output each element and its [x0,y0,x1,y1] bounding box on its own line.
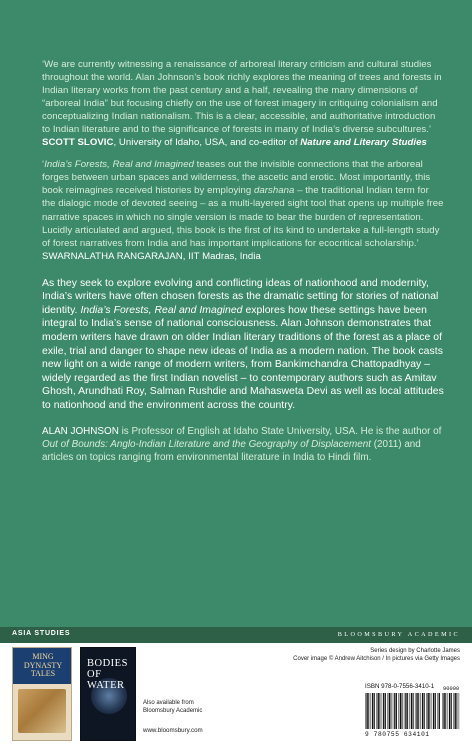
quote-rangarajan-book-title: India’s Forests, Real and Imagined [44,159,194,171]
barcode-bar [411,693,412,729]
barcode-bar [433,693,434,729]
also-available-line2: Bloomsbury Academic [143,708,203,714]
barcode-bar [437,693,438,729]
barcode-bar [396,693,397,729]
quote-slovic-affiliation: , University of Idaho, USA, and co-editor of [113,137,301,149]
isbn-number: ISBN 978-0-7556-3410-1 [365,683,435,690]
barcode-bar [394,693,395,729]
publisher-label: BLOOMSBURY ACADEMIC [337,631,460,638]
barcode-bar [424,693,425,729]
quote-open-mark: ‘ [42,159,45,171]
barcode-bar [378,693,379,729]
barcode-bar [439,693,440,729]
barcode-bar [393,693,394,729]
quote-rangarajan-attribution [42,251,261,262]
bio-book-title: Out of Bounds: Anglo-Indian Literature and the Geography of Displacement [42,439,372,451]
barcode-bar [451,693,452,729]
barcode-bar [432,693,433,729]
barcode-bar [445,693,446,729]
price-code: 90000 [443,686,460,692]
barcode-bar [387,693,388,729]
barcode-bar [443,693,444,729]
barcode-bar [365,693,366,729]
book1-title: MING DYNASTY TALES [23,652,63,679]
barcode-bar [374,693,375,729]
barcode-bar [371,693,372,729]
quote-slovic [42,58,444,149]
barcode-bar [429,693,430,729]
barcode-bar [379,693,380,729]
barcode-bar [442,693,443,729]
quote-slovic-journal: Nature and Literary Studies [300,137,427,149]
barcode-bar [409,693,410,729]
quote-rangarajan [42,158,444,262]
barcode-bar [422,693,423,729]
barcode-bar [456,693,457,729]
barcode-bar [368,693,369,729]
barcode-bar [376,693,377,729]
barcode-bar [389,693,390,729]
barcode-bar [435,693,436,729]
barcode-bar [449,693,450,729]
publisher-website: www.bloomsbury.com [143,727,203,734]
barcode-bar [427,693,428,729]
barcode-bar [421,693,422,729]
bio-text-a: is Professor of English at Idaho State University, USA. He is the author of [118,425,442,437]
barcode-bar [372,693,373,729]
also-available-line1: Also available from [143,700,194,706]
credit-cover: Cover image © Andrew Aitchison / In pictures via Getty Images [293,656,460,662]
series-label: ASIA STUDIES [12,630,71,637]
quote-slovic-text: ‘We are currently witnessing a renaissance of arboreal literary criticism and cultural studies throughout the world. Alan Johnson’s book richly explores the meaning of trees and forests in Indian literary works from the past century and a half, revealing the many dimensions of “arboreal India” but focusing chiefly on the use of forest imagery in critiquing colonialism and conceptualizing Indian nationalism. This is a clear, accessible, and authoritative introduction to Indian literature and to the significance of forests in many of India’s diverse subcultures.’ [42,59,442,136]
bio-text-b: (2011) and articles on topics ranging from environmental literature in India to Hindi film. [42,439,421,464]
barcode-bar [407,693,408,729]
series-bar [0,627,472,643]
barcode-bar [383,693,384,729]
also-available [143,699,202,715]
blurbs [42,58,444,465]
quote-rangarajan-text-b: – the traditional Indian term for the dialogic mode of devoted seeing – as a multi-layered sight tool that opens up multiple free narrative spaces in which no single version is made to bear the burden of representation. Lucidly articulated and argued, this book is the first of its kind to undertake a full-length study of forest narratives from India and has important implications for ecocritical scholarship.’ [42,185,444,249]
barcode-bar [385,693,386,729]
barcode [365,683,460,745]
description-text-a: As they seek to explore evolving and conflicting ideas of nationhood and modernity, India’s writers have often chosen forests as the dramatic setting for stories of national identity. [42,277,439,316]
book2-title: BODIES OF WATER [87,658,128,691]
barcode-bar [418,693,419,729]
quote-rangarajan-term: darshana [253,185,295,197]
book-description [42,277,444,413]
price-barcode-bars [442,693,460,729]
book1-artwork [18,689,66,733]
barcode-bar [448,693,449,729]
quote-rangarajan-affiliation: , IIT Madras, India [182,250,261,262]
barcode-bar [413,693,414,729]
barcode-bar [366,693,367,729]
credit-design: Series design by Charlotte James [370,648,460,654]
barcode-digits: 9 780755 634101 [365,731,430,738]
quote-rangarajan-author: SWARNALATHA RANGARAJAN [42,250,183,262]
barcode-bar [382,693,383,729]
related-book-ming-dynasty-tales [12,647,72,741]
barcode-bar [455,693,456,729]
credits [293,647,460,663]
barcode-bar [415,693,416,729]
barcode-bar [400,693,401,729]
barcode-bar [459,693,460,729]
barcode-bar [453,693,454,729]
barcode-bar [405,693,406,729]
description-book-title: India’s Forests, Real and Imagined [80,304,243,316]
related-book-bodies-of-water [80,647,136,741]
barcode-bar [404,693,405,729]
barcode-bars [365,693,440,729]
author-name: ALAN JOHNSON [42,425,119,437]
barcode-bar [416,693,417,729]
quote-slovic-author: SCOTT SLOVIC [42,137,114,149]
author-bio [42,425,444,465]
quote-rangarajan-text-a: teases out the invisible connections that the arboreal forges between urban spaces and wilderness, the ascetic and erotic. Most importantly, this book reimagines received histories by employing [42,159,431,197]
barcode-bar [426,693,427,729]
description-text-b: explores how these settings have been integral to India’s sense of national consciousness. Alan Johnson demonstrates that modern writers have drawn on older Indian literary traditions of the forest as a place of exile, trial and danger to shape new ideas of India as a modern nation. The book casts new light on a wide range of modern writers, from Bankimchandra Chattopadhyay – widely regarded as the first Indian novelist – to contemporary authors such as Amitav Ghosh, Arundhati Roy, Salman Rushdie and Mahasweta Devi as well as local attitudes to nationhood and the environment across the country. [42,304,444,412]
barcode-bar [398,693,399,729]
barcode-bar [391,693,392,729]
quote-slovic-attribution [42,137,427,148]
barcode-bar [402,693,403,729]
